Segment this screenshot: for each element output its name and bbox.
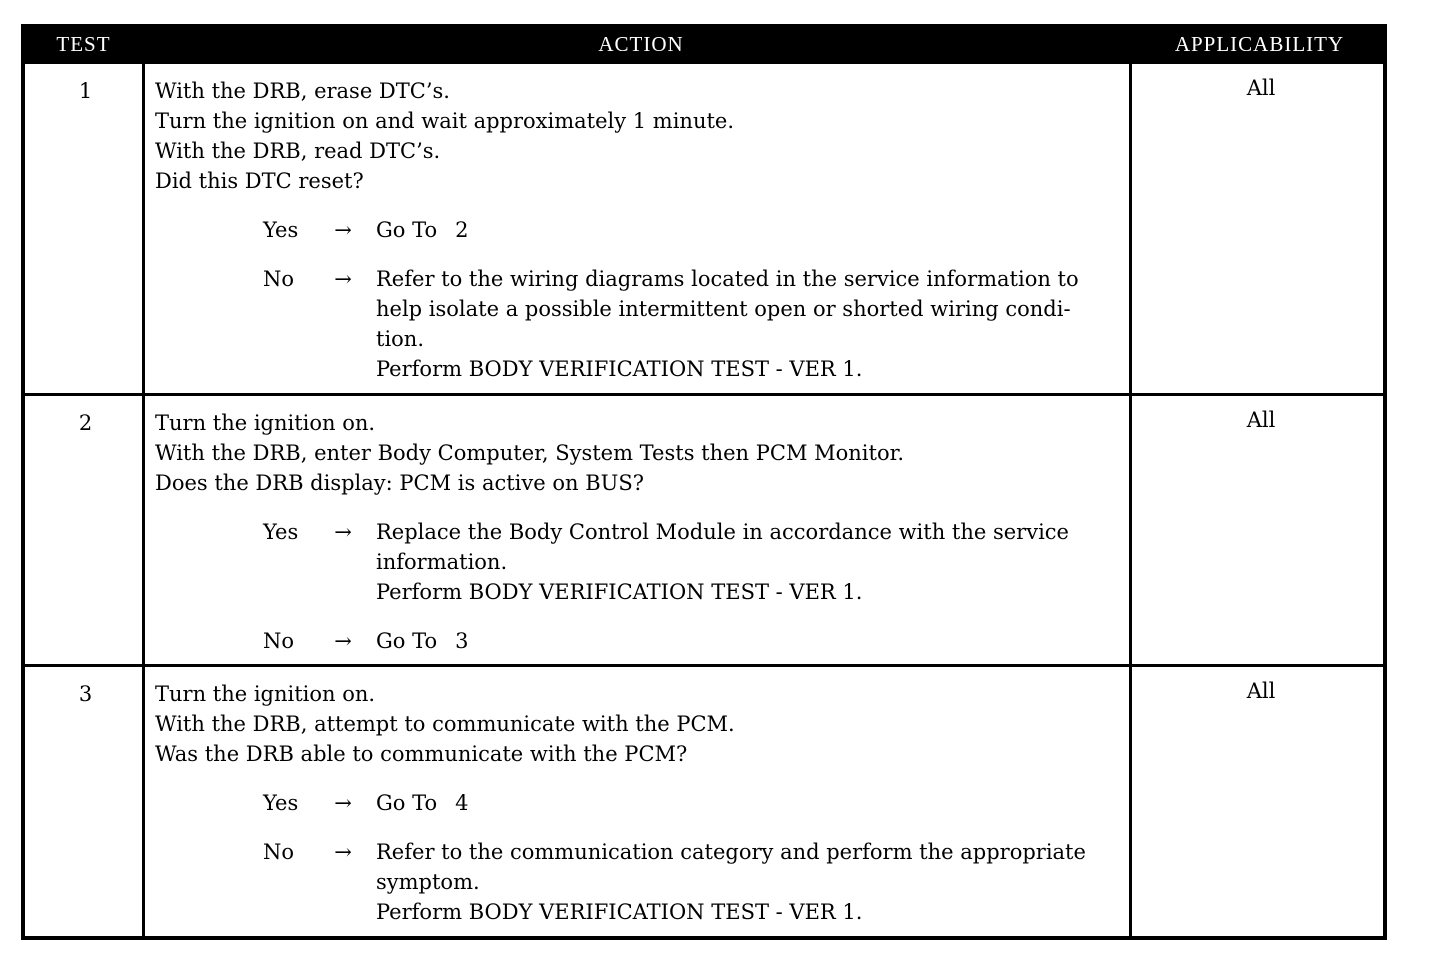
header-test: TEST [56,32,111,56]
test-number: 1 [78,79,93,103]
applicability-value: All [1246,679,1276,703]
action-step: Does the DRB display: PCM is active on BUS? [155,471,644,495]
diagnostic-test-table [21,24,1387,940]
goto-label: Go To [376,629,438,653]
no-branch [155,626,1130,656]
yes-label: Yes [263,791,299,815]
branch-text: Refer to the wiring diagrams located in the service information to [376,267,1079,291]
no-branch [155,264,1130,384]
no-label: No [263,267,295,291]
action-step: Turn the ignition on. [155,411,376,435]
branch-text: symptom. [376,870,480,894]
action-step: Turn the ignition on. [155,682,376,706]
goto-target: 2 [455,218,469,242]
branch-text: information. [376,550,508,574]
branch-text: Refer to the communication category and perform the appropriate [376,840,1086,864]
table-header [21,24,1387,64]
no-branch [155,837,1130,927]
arrow-right-icon: → [334,840,352,864]
yes-branch [155,215,1130,245]
branch-text: help isolate a possible intermittent open or shorted wiring condi- [376,297,1071,321]
row-divider-1 [25,393,1383,396]
action-cell [155,408,1130,656]
branch-text: Perform BODY VERIFICATION TEST - VER 1. [376,900,863,924]
applicability-value: All [1246,408,1276,432]
action-step: Was the DRB able to communicate with the PCM? [155,742,688,766]
goto-target: 3 [455,629,469,653]
column-divider-test [142,64,145,936]
action-step: With the DRB, attempt to communicate with the PCM. [155,712,735,736]
branch-text: Replace the Body Control Module in accordance with the service [376,520,1069,544]
test-number: 2 [78,411,93,435]
arrow-right-icon: → [334,267,352,291]
header-applicability: APPLICABILITY [1174,32,1345,56]
action-cell [155,679,1130,927]
arrow-right-icon: → [334,218,352,242]
yes-branch [155,517,1130,607]
row-divider-2 [25,664,1383,667]
action-step: With the DRB, erase DTC’s. [155,79,450,103]
action-step: With the DRB, enter Body Computer, System Tests then PCM Monitor. [155,441,904,465]
branch-text: Perform BODY VERIFICATION TEST - VER 1. [376,357,863,381]
action-step: With the DRB, read DTC’s. [155,139,441,163]
yes-label: Yes [263,218,299,242]
goto-label: Go To [376,218,438,242]
arrow-right-icon: → [334,629,352,653]
arrow-right-icon: → [334,791,352,815]
goto-target: 4 [455,791,469,815]
branch-text: Perform BODY VERIFICATION TEST - VER 1. [376,580,863,604]
test-number: 3 [78,682,93,706]
action-step: Turn the ignition on and wait approximately 1 minute. [155,109,735,133]
action-step: Did this DTC reset? [155,169,364,193]
header-action: ACTION [598,32,684,56]
branch-text: tion. [376,327,424,351]
applicability-value: All [1246,76,1276,100]
no-label: No [263,840,295,864]
arrow-right-icon: → [334,520,352,544]
no-label: No [263,629,295,653]
yes-label: Yes [263,520,299,544]
goto-label: Go To [376,791,438,815]
action-cell [155,76,1130,384]
yes-branch [155,788,1130,818]
